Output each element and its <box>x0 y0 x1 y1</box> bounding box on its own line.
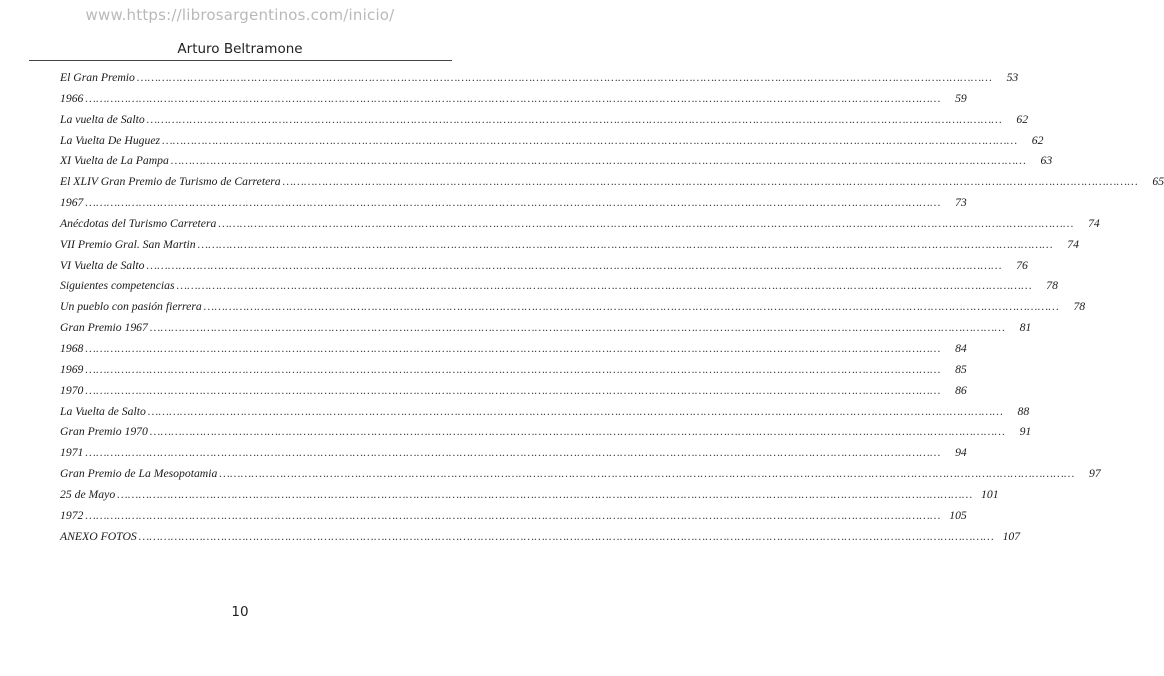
toc-entry-page: 101 <box>981 487 999 501</box>
toc-entry-title: Gran Premio 1967 <box>60 321 148 335</box>
dot-leader: …………………………………………………………………………………………………………………………………………………………………………………………………………………… <box>282 175 1139 189</box>
toc-entry <box>60 339 967 360</box>
toc-entry-title: Anécdotas del Turismo Carretera <box>60 216 217 230</box>
dot-leader: …………………………………………………………………………………………………………………………………………………………………………………………………………………… <box>170 154 1027 168</box>
toc-entry-page: 81 <box>1019 321 1032 335</box>
toc-entry-page: 59 <box>955 91 967 105</box>
toc-entry <box>60 235 1079 256</box>
toc-entry-title: XI Vuelta de La Pampa <box>60 154 169 168</box>
toc-entry-title: 1968 <box>60 341 84 355</box>
toc-entry-page: 97 <box>1089 467 1101 481</box>
toc-entry <box>60 443 967 464</box>
toc-entry-page: 74 <box>1067 237 1079 251</box>
toc-entry-title: VI Vuelta de Salto <box>60 258 145 272</box>
toc-entry-title: 1966 <box>60 91 84 105</box>
toc-entry-page: 105 <box>949 508 967 522</box>
toc-entry-page: 74 <box>1088 216 1100 230</box>
toc-entry-title: 1969 <box>60 362 84 376</box>
toc-entry-title: 25 de Mayo <box>60 487 116 501</box>
toc-entry-page: 94 <box>955 446 967 460</box>
dot-leader: …………………………………………………………………………………………………………………………………………………………………………………………………………………… <box>146 112 1003 126</box>
toc-entry-page: 85 <box>955 362 967 376</box>
toc-entry-title: ANEXO FOTOS <box>60 529 137 543</box>
toc-entry <box>60 89 967 110</box>
dot-leader: …………………………………………………………………………………………………………………………………………………………………………………………………………………… <box>85 196 941 210</box>
toc-entry-page: 107 <box>1002 529 1021 543</box>
dot-leader: …………………………………………………………………………………………………………………………………………………………………………………………………………………… <box>219 467 1075 481</box>
toc-entry-title: 1970 <box>60 383 84 397</box>
toc-entry-page: 78 <box>1046 279 1058 293</box>
toc-entry-page: 62 <box>1031 133 1044 147</box>
toc-entry <box>60 318 1032 339</box>
toc-entry-title: 1972 <box>60 508 84 522</box>
toc-entry-page: 73 <box>955 196 967 210</box>
dot-leader: …………………………………………………………………………………………………………………………………………………………………………………………………………………… <box>136 71 993 84</box>
toc-entry-page: 86 <box>955 383 967 397</box>
dot-leader: …………………………………………………………………………………………………………………………………………………………………………………………………………………… <box>197 237 1053 251</box>
toc-entry <box>60 110 1029 131</box>
toc-entry-title: Gran Premio 1970 <box>60 425 148 439</box>
header-rule <box>29 60 452 61</box>
toc-entry <box>60 276 1058 297</box>
toc-entry-page: 63 <box>1040 154 1053 168</box>
toc-entry <box>60 422 1032 443</box>
toc-entry-title: El Gran Premio <box>60 71 135 84</box>
toc-entry <box>60 68 1019 89</box>
toc-entry <box>60 464 1101 485</box>
dot-leader: …………………………………………………………………………………………………………………………………………………………………………………………………………………… <box>176 279 1032 293</box>
dot-leader: …………………………………………………………………………………………………………………………………………………………………………………………………………………… <box>117 487 973 501</box>
toc-entry-title: Gran Premio de La Mesopotamia <box>60 467 218 481</box>
toc-entry <box>60 193 967 214</box>
toc-entry-title: Un pueblo con pasión fierrera <box>60 300 202 314</box>
toc-entry-title: Siguientes competencias <box>60 279 175 293</box>
toc-entry-title: El XLIV Gran Premio de Turismo de Carretera <box>60 175 281 189</box>
dot-leader: …………………………………………………………………………………………………………………………………………………………………………………………………………………… <box>147 404 1004 418</box>
toc-entry <box>60 360 967 381</box>
toc-entry-page: 84 <box>955 341 967 355</box>
toc-entry-page: 91 <box>1019 425 1032 439</box>
toc-entry <box>60 297 1086 318</box>
dot-leader: …………………………………………………………………………………………………………………………………………………………………………………………………………………… <box>85 362 941 376</box>
dot-leader: …………………………………………………………………………………………………………………………………………………………………………………………………………………… <box>85 383 941 397</box>
toc-entry-page: 65 <box>1152 175 1164 189</box>
dot-leader: …………………………………………………………………………………………………………………………………………………………………………………………………………………… <box>146 258 1002 272</box>
toc-entry <box>60 381 967 402</box>
dot-leader: …………………………………………………………………………………………………………………………………………………………………………………………………………………… <box>218 216 1074 230</box>
dot-leader: …………………………………………………………………………………………………………………………………………………………………………………………………………………… <box>85 446 941 460</box>
toc-entry <box>60 214 1100 235</box>
toc-entry <box>60 402 1030 423</box>
dot-leader: …………………………………………………………………………………………………………………………………………………………………………………………………………………… <box>149 321 1006 335</box>
toc-entry-page: 53 <box>1006 71 1019 84</box>
toc-entry <box>60 172 1164 193</box>
toc-entry-title: La Vuelta De Huguez <box>60 133 161 147</box>
toc-entry <box>60 527 1021 548</box>
toc-entry-page: 88 <box>1017 404 1030 418</box>
toc-entry-page: 78 <box>1073 300 1086 314</box>
dot-leader: …………………………………………………………………………………………………………………………………………………………………………………………………………………… <box>85 341 941 355</box>
dot-leader: …………………………………………………………………………………………………………………………………………………………………………………………………………………… <box>85 91 941 105</box>
dot-leader: …………………………………………………………………………………………………………………………………………………………………………………………………………………… <box>149 425 1006 439</box>
toc-entry <box>60 485 999 506</box>
watermark-url: www.https://librosargentinos.com/inicio/ <box>85 6 395 24</box>
toc-entry-page: 76 <box>1016 258 1028 272</box>
running-head-author: Arturo Beltramone <box>177 41 303 57</box>
table-of-contents <box>60 68 1164 547</box>
dot-leader: …………………………………………………………………………………………………………………………………………………………………………………………………………………… <box>138 529 995 543</box>
toc-entry <box>60 151 1053 172</box>
toc-entry <box>60 131 1044 152</box>
dot-leader: …………………………………………………………………………………………………………………………………………………………………………………………………………………… <box>85 508 941 522</box>
toc-entry-title: La Vuelta de Salto <box>60 404 146 418</box>
dot-leader: …………………………………………………………………………………………………………………………………………………………………………………………………………………… <box>162 133 1018 147</box>
toc-entry-title: VII Premio Gral. San Martin <box>60 237 196 251</box>
toc-entry <box>60 256 1028 277</box>
dot-leader: …………………………………………………………………………………………………………………………………………………………………………………………………………………… <box>203 300 1060 314</box>
toc-entry <box>60 506 967 527</box>
toc-entry-title: 1967 <box>60 196 84 210</box>
toc-entry-page: 62 <box>1016 112 1029 126</box>
toc-entry-title: 1971 <box>60 446 84 460</box>
toc-entry-title: La vuelta de Salto <box>60 112 145 126</box>
page-number: 10 <box>231 604 249 620</box>
